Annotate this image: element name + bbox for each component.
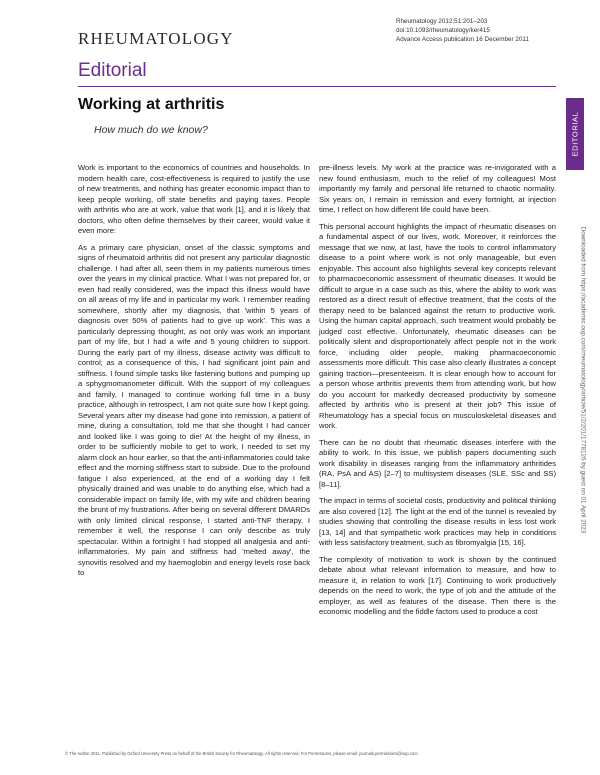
patient-quote-continued: pre-illness levels. My work at the practice was re-invigorated with a new found enthusiasm, much to the relief of my colleagues! Most importantly my family and personal life returned to chaotic normality. Six years on, I remain in remission and every fortnight, at injection time, I reflect on how different life could have been. [319, 163, 556, 214]
section-label: Editorial [78, 60, 147, 81]
journal-name: RHEUMATOLOGY [78, 29, 234, 48]
body-paragraph-4: The complexity of motivation to work is shown by the continued debate about what relevant information to measure, and how to measure it, in relation to work [17]. Continuing to work productively depends on the need to work, the type of job and the attitude of the employer, as well as features of the disease. Then there is the economic modelling and the fiddle factors used to produce a cost [319, 554, 556, 616]
section-divider [78, 86, 556, 87]
download-note: Downloaded from https://academic.oup.com/rheumatology/article/51/2/201/1778126 by guest on 01 April 2023 [579, 226, 587, 534]
article-title: Working at arthritis [78, 96, 225, 113]
advance-access: Advance Access publication 16 December 2011 [396, 36, 529, 44]
doi[interactable]: doi:10.1093/rheumatology/ker415 [396, 27, 490, 35]
left-column [78, 163, 310, 585]
intro-paragraph: Work is important to the economics of countries and households. In modern health care, cost-effectiveness is required to justify the use of new treatments, and nothing has greater economic impact than to keep people working, off state benefits and paying taxes. People with arthritis who are at work, value that work [1], and it is likely that doctors, who often define themselves by their career, would value it even more: [78, 163, 310, 235]
citation: Rheumatology 2012;51:201–203 [396, 18, 488, 25]
body-paragraph-1: This personal account highlights the impact of rheumatic diseases on a fundamental aspect of our lives, work. Moreover, it reinforces the message that we now, at last, have the tools to control inflammatory disease to a point where work is not only manageable, but even enjoyable. This account also highlights several key concepts relevant to pharmacoeconomic assessment of rheumatic diseases. It would be difficult to argue in a case such as this, where the ability to work was restored as a direct result of effective treatment, that the costs of the therapy need to be balanced against the return to productive work. Using the human capital approach, such treatment would probably be judged cost effective. Unfortunately, rheumatic diseases can be politically silent and disproportionately affect people not in the work force, including older people, making pharmacoeconomic assessments more difficult. This case also clearly illustrates a concept gaining traction—presenteeism. It is clear enough how to account for a person whose arthritis prevents them from attending work, but how do you account for markedly decreased productivity by someone affected by arthritis who is present at their job? This issue of Rheumatology has a special focus on musculoskeletal diseases and work. [319, 221, 556, 430]
patient-quote: As a primary care physician, onset of the classic symptoms and signs of rheumatoid arthritis did not present any particular diagnostic challenge. I had after all, seen them in my patients numerous times over the years in my clinical practice. What I was not prepared for, or even had really considered, was the impact this illness would have on all areas of my life and in particular my work. I remember reading somewhere, shortly after my diagnosis, that 'within 5 years of diagnosis over 50% of patients had to give up work'. This was a particularly depressing thought, as not only was work an important part of my life, but I had a wife and 5 young children to support. During the early part of my illness, disease activity was difficult to control; as a consequence of this, I had significant joint pain and stiffness. I found simple tasks like fastening buttons and pumping up a sphygmomanometer difficult. With the support of my colleagues and family, I managed to continue working full time in a busy practice, although in retrospect, I am not quite sure how I kept going. Several years after my disease had gone into remission, a patient of mine, during a consultation, told me that she thought I had cancer and looked like I was going to die! At the height of my illness, in order to be sufficiently mobile to get to work, I needed to set my alarm clock an hour earlier, so that the anti-inflammatories could take effect and the morning stiffness start to subside. Due to the profound fatigue I also experienced, at the end of a working day I felt physically drained and was unable to do anything else, which had a considerable impact on family life, with my wife and children bearing the brunt of my frustrations. After being on several different DMARDs with only limited clinical response, I started anti-TNF therapy. I remember it well, the response I can only describe as truly spectacular. Within a fortnight I had stopped all analgesia and anti-inflammatories. My pain and stiffness had 'melted away', the synovitis resolved and my haemoglobin and energy levels rose back to [78, 242, 310, 577]
copyright-footer: © The Author 2011. Published by Oxford University Press on behalf of the British Society for Rheumatology. All rights reserved. For Permissions, please email: journals.permissions@oup.com [65, 751, 418, 756]
citation-block [396, 17, 529, 45]
body-paragraph-3: The impact in terms of societal costs, productivity and political thinking are also covered [12]. The light at the end of the tunnel is revealed by studies showing that controlling the disease results in less lost work [13, 14] and that sympathetic work practices may help in conditions with less satisfactory treatment, such as fibromyalgia [15, 16]. [319, 496, 556, 547]
section-side-tab [566, 98, 584, 170]
side-tab-label: EDITORIAL [570, 111, 580, 157]
body-paragraph-2: There can be no doubt that rheumatic diseases interfere with the ability to work. In this issue, we publish papers documenting such work disability in diseases ranging from the inflammatory arthritides (RA, PsA and AS) [2–7] to multisystem diseases (SLE, SSc and SS) [8–11]. [319, 437, 556, 489]
article-subtitle: How much do we know? [94, 124, 208, 136]
right-column [319, 163, 556, 624]
